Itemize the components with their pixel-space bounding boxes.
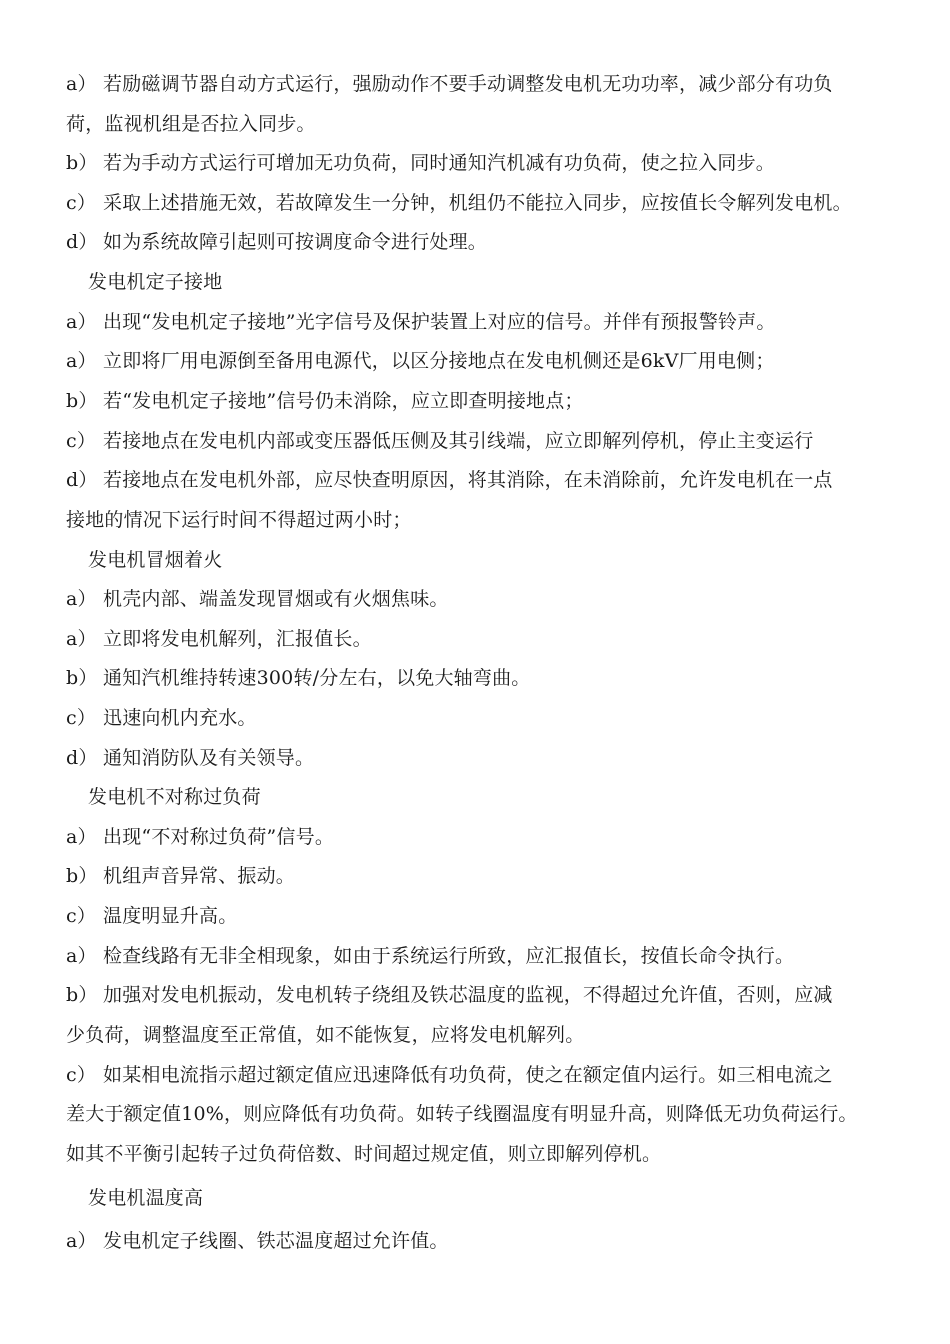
item-text: 若励磁调节器自动方式运行，强励动作不要手动调整发电机无功功率，减少部分有功负 [103,73,833,95]
item-text: 如某相电流指示超过额定值应迅速降低有功负荷，使之在额定值内运行。如三相电流之 [103,1064,833,1086]
item-text: 若为手动方式运行可增加无功负荷，同时通知汽机减有功负荷，使之拉入同步。 [103,152,776,174]
item-marker: d） [66,747,98,769]
list-item [66,429,813,453]
item-text: 立即将发电机解列，汇报值长。 [103,628,372,650]
item-marker: a） [66,1230,97,1252]
list-item [66,746,314,770]
section-heading [88,548,222,572]
heading-text: 发电机冒烟着火 [88,549,223,571]
list-item [66,468,833,492]
list-item [66,983,833,1007]
list-item [66,706,257,730]
item-marker: d） [66,231,98,253]
item-text: 如其不平衡引起转子过负荷倍数、时间超过规定值，则立即解列停机。 [66,1143,662,1165]
item-text: 检查线路有无非全相现象，如由于系统运行所致，应汇报值长，按值长命令执行。 [103,945,795,967]
heading-text: 发电机定子接地 [88,271,223,293]
item-text: 出现“不对称过负荷”信号。 [103,826,335,848]
list-item [66,72,833,96]
item-marker: a） [66,588,97,610]
item-marker: a） [66,311,97,333]
list-item [66,310,776,334]
continuation-line [66,1023,584,1047]
list-item [66,151,775,175]
item-text: 若接地点在发电机内部或变压器低压侧及其引线端，应立即解列停机，停止主变运行 [103,430,814,452]
section-heading [88,270,222,294]
section-heading [88,785,261,809]
item-marker: a） [66,628,97,650]
item-text: 迅速向机内充水。 [103,707,257,729]
list-item [66,1063,833,1087]
item-marker: a） [66,350,97,372]
item-marker: c） [66,1064,97,1086]
list-item [66,825,334,849]
heading-text: 发电机不对称过负荷 [88,786,261,808]
continuation-line [66,1102,858,1126]
item-marker: b） [66,667,98,689]
item-text: 温度明显升高。 [103,905,238,927]
continuation-line [66,1142,661,1166]
item-marker: b） [66,984,98,1006]
list-item [66,627,372,651]
item-marker: d） [66,469,98,491]
item-text: 通知消防队及有关领导。 [103,747,315,769]
item-text: 发电机定子线圈、铁芯温度超过允许值。 [103,1230,449,1252]
list-item [66,1229,449,1253]
item-text: 出现“发电机定子接地”光字信号及保护装置上对应的信号。并伴有预报警铃声。 [103,311,776,333]
list-item [66,349,775,373]
item-text: 若“发电机定子接地”信号仍未消除，应立即查明接地点； [103,390,584,412]
list-item [66,666,530,690]
item-text: 采取上述措施无效，若故障发生一分钟，机组仍不能拉入同步，应按值长令解列发电机。 [103,192,852,214]
item-marker: c） [66,430,97,452]
item-marker: c） [66,905,97,927]
item-marker: b） [66,152,98,174]
item-text: 荷，监视机组是否拉入同步。 [66,113,316,135]
list-item [66,587,449,611]
item-marker: b） [66,390,98,412]
list-item [66,864,295,888]
item-text: 加强对发电机振动，发电机转子绕组及铁芯温度的监视，不得超过允许值，否则，应减 [103,984,833,1006]
item-marker: a） [66,73,97,95]
item-text: 如为系统故障引起则可按调度命令进行处理。 [103,231,488,253]
item-text: 机组声音异常、振动。 [103,865,296,887]
item-text: 立即将厂用电源倒至备用电源代，以区分接地点在发电机侧还是6kV厂用电侧； [103,350,775,372]
item-text: 机壳内部、端盖发现冒烟或有火烟焦味。 [103,588,449,610]
item-marker: b） [66,865,98,887]
item-text: 接地的情况下运行时间不得超过两小时； [66,509,412,531]
list-item [66,230,487,254]
list-item [66,389,584,413]
item-text: 差大于额定值10%，则应降低有功负荷。如转子线圈温度有明显升高，则降低无功负荷运行。 [66,1103,858,1125]
heading-text: 发电机温度高 [88,1187,204,1209]
continuation-line [66,508,412,532]
item-text: 少负荷，调整温度至正常值，如不能恢复，应将发电机解列。 [66,1024,585,1046]
section-heading [88,1186,203,1210]
item-marker: a） [66,945,97,967]
item-marker: c） [66,707,97,729]
item-text: 若接地点在发电机外部，应尽快查明原因，将其消除，在未消除前，允许发电机在一点 [103,469,833,491]
list-item [66,944,794,968]
list-item [66,191,852,215]
continuation-line [66,112,316,136]
item-text: 通知汽机维持转速300转/分左右，以免大轴弯曲。 [103,667,531,689]
item-marker: c） [66,192,97,214]
item-marker: a） [66,826,97,848]
list-item [66,904,237,928]
